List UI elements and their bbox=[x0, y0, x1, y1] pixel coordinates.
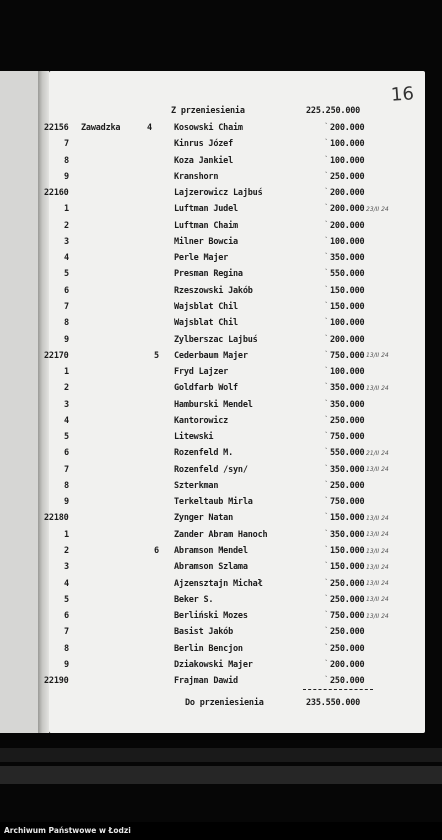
row-amount: 750.000 bbox=[330, 611, 365, 622]
ledger-spine bbox=[0, 71, 39, 733]
row-number: 2 bbox=[64, 546, 69, 557]
row-amount: 200.000 bbox=[330, 204, 365, 215]
row-name: Rozenfeld /syn/ bbox=[174, 464, 248, 475]
row-name: Kranshorn bbox=[174, 171, 219, 182]
tick-mark-icon: ˋ bbox=[324, 300, 329, 310]
row-name: Berliński Mozes bbox=[174, 611, 248, 622]
row-amount: 200.000 bbox=[330, 220, 365, 231]
row-handwritten-note: 13/II 24 bbox=[366, 596, 389, 604]
row-name: Abramson Szlama bbox=[174, 562, 248, 573]
row-name: Litewski bbox=[174, 432, 214, 443]
row-number: 1 bbox=[64, 529, 69, 540]
row-name: Rzeszowski Jakób bbox=[174, 285, 253, 296]
row-number: 8 bbox=[64, 643, 69, 654]
tick-mark-icon: ˋ bbox=[324, 154, 329, 164]
row-number: 9 bbox=[64, 334, 69, 345]
row-number: 4 bbox=[64, 578, 69, 589]
row-handwritten-note: 13/II 24 bbox=[366, 514, 389, 522]
row-number: 4 bbox=[64, 415, 69, 426]
row-name: Berlin Bencjon bbox=[174, 643, 243, 654]
row-name: Ajzensztajn Michał bbox=[174, 578, 263, 589]
row-name: Perle Majer bbox=[174, 253, 229, 264]
tick-mark-icon: ˋ bbox=[324, 545, 329, 555]
row-house-number: 5 bbox=[154, 350, 159, 361]
row-handwritten-note: 13/II 24 bbox=[366, 563, 389, 571]
carried-forward-label: Z przeniesienia bbox=[171, 106, 245, 116]
tick-mark-icon: ˋ bbox=[324, 252, 329, 262]
row-number: 3 bbox=[64, 562, 69, 573]
row-name: Luftman Judel bbox=[174, 204, 238, 215]
row-name: Frajman Dawid bbox=[174, 676, 238, 687]
row-amount: 200.000 bbox=[330, 188, 365, 199]
row-number: 9 bbox=[64, 659, 69, 670]
row-name: Szterkman bbox=[174, 480, 219, 491]
row-amount: 150.000 bbox=[330, 285, 365, 296]
row-amount: 200.000 bbox=[330, 123, 365, 133]
tick-mark-icon: ˋ bbox=[324, 333, 329, 343]
tick-mark-icon: ˋ bbox=[324, 317, 329, 327]
tick-mark-icon: ˋ bbox=[324, 463, 329, 473]
carry-to-amount: 235.550.000 bbox=[306, 698, 361, 708]
row-name: Milner Bowcia bbox=[174, 236, 238, 247]
row-amount: 200.000 bbox=[330, 334, 365, 345]
tick-mark-icon: ˋ bbox=[324, 414, 329, 424]
tick-mark-icon: ˋ bbox=[324, 528, 329, 538]
row-number: 1 bbox=[64, 367, 69, 378]
row-number: 7 bbox=[64, 464, 69, 475]
row-name: Fryd Lajzer bbox=[174, 367, 229, 378]
row-number: 22156 bbox=[44, 123, 69, 133]
row-amount: 250.000 bbox=[330, 627, 365, 638]
row-amount: 100.000 bbox=[330, 236, 365, 247]
row-number: 7 bbox=[64, 627, 69, 638]
row-number: 6 bbox=[64, 448, 69, 459]
tick-mark-icon: ˋ bbox=[324, 512, 329, 522]
row-amount: 250.000 bbox=[330, 171, 365, 182]
tick-mark-icon: ˋ bbox=[324, 203, 329, 213]
row-amount: 250.000 bbox=[330, 480, 365, 491]
row-amount: 350.000 bbox=[330, 464, 365, 475]
row-amount: 750.000 bbox=[330, 497, 365, 508]
row-amount: 150.000 bbox=[330, 546, 365, 557]
carry-to-label: Do przeniesienia bbox=[185, 698, 264, 708]
row-number: 8 bbox=[64, 318, 69, 329]
row-amount: 150.000 bbox=[330, 562, 365, 573]
row-name: Cederbaum Majer bbox=[174, 350, 248, 361]
tick-mark-icon: ˋ bbox=[324, 398, 329, 408]
row-name: Luftman Chaim bbox=[174, 220, 238, 231]
row-name: Beker S. bbox=[174, 594, 214, 605]
row-amount: 350.000 bbox=[330, 253, 365, 264]
row-handwritten-note: 13/II 24 bbox=[366, 580, 389, 588]
row-number: 5 bbox=[64, 594, 69, 605]
tick-mark-icon: ˋ bbox=[324, 593, 329, 603]
row-handwritten-note: 13/II 24 bbox=[366, 612, 389, 620]
row-number: 2 bbox=[64, 383, 69, 394]
row-amount: 750.000 bbox=[330, 432, 365, 443]
tick-mark-icon: ˋ bbox=[324, 626, 329, 636]
row-name: Goldfarb Wolf bbox=[174, 383, 238, 394]
tick-mark-icon: ˋ bbox=[324, 642, 329, 652]
row-name: Koza Jankiel bbox=[174, 155, 234, 166]
row-amount: 100.000 bbox=[330, 367, 365, 378]
row-handwritten-note: 13/II 24 bbox=[366, 384, 389, 392]
row-name: Kosowski Chaim bbox=[174, 123, 243, 133]
row-number: 9 bbox=[64, 497, 69, 508]
row-name: Abramson Mendel bbox=[174, 546, 248, 557]
row-number: 2 bbox=[64, 220, 69, 231]
row-amount: 250.000 bbox=[330, 415, 365, 426]
tick-mark-icon: ˋ bbox=[324, 382, 329, 392]
carried-forward-amount: 225.250.000 bbox=[306, 106, 361, 116]
row-number: 1 bbox=[64, 204, 69, 215]
row-number: 6 bbox=[64, 285, 69, 296]
row-name: Wajsblat Chil bbox=[174, 301, 238, 312]
row-name: Zynger Natan bbox=[174, 513, 234, 524]
tick-mark-icon: ˋ bbox=[324, 610, 329, 620]
row-number: 4 bbox=[64, 253, 69, 264]
row-amount: 350.000 bbox=[330, 383, 365, 394]
row-house-number: 6 bbox=[154, 546, 159, 557]
row-number: 6 bbox=[64, 611, 69, 622]
row-amount: 150.000 bbox=[330, 513, 365, 524]
row-number: 5 bbox=[64, 269, 69, 280]
row-name: Lajzerowicz Lajbuś bbox=[174, 188, 263, 199]
row-amount: 350.000 bbox=[330, 529, 365, 540]
tick-mark-icon: ˋ bbox=[324, 366, 329, 376]
row-name: Zander Abram Hanoch bbox=[174, 529, 268, 540]
row-handwritten-note: 23/II 24 bbox=[366, 205, 389, 213]
ledger-gutter bbox=[38, 71, 49, 733]
row-name: Presman Regina bbox=[174, 269, 243, 280]
row-handwritten-note: 13/II 24 bbox=[366, 352, 389, 360]
row-name: Wajsblat Chil bbox=[174, 318, 238, 329]
tick-mark-icon: ˋ bbox=[324, 219, 329, 229]
row-number: 8 bbox=[64, 480, 69, 491]
tick-mark-icon: ˋ bbox=[324, 675, 329, 685]
row-amount: 250.000 bbox=[330, 676, 365, 687]
row-amount: 100.000 bbox=[330, 318, 365, 329]
tick-mark-icon: ˋ bbox=[324, 479, 329, 489]
row-handwritten-note: 13/II 24 bbox=[366, 531, 389, 539]
tick-mark-icon: ˋ bbox=[324, 349, 329, 359]
row-number: 7 bbox=[64, 139, 69, 150]
row-amount: 350.000 bbox=[330, 399, 365, 410]
row-house-number: 4 bbox=[147, 123, 152, 133]
row-number: 3 bbox=[64, 399, 69, 410]
row-number: 7 bbox=[64, 301, 69, 312]
tick-mark-icon: ˋ bbox=[324, 122, 329, 131]
row-amount: 100.000 bbox=[330, 155, 365, 166]
total-rule bbox=[303, 689, 373, 690]
tick-mark-icon: ˋ bbox=[324, 561, 329, 571]
row-handwritten-note: 21/II 24 bbox=[366, 449, 389, 457]
row-street: Zawadzka bbox=[81, 123, 121, 133]
tick-mark-icon: ˋ bbox=[324, 658, 329, 668]
row-amount: 100.000 bbox=[330, 139, 365, 150]
row-name: Kinrus Józef bbox=[174, 139, 234, 150]
row-number: 22160 bbox=[44, 188, 69, 199]
tick-mark-icon: ˋ bbox=[324, 138, 329, 148]
row-amount: 250.000 bbox=[330, 594, 365, 605]
tick-mark-icon: ˋ bbox=[324, 447, 329, 457]
tick-mark-icon: ˋ bbox=[324, 235, 329, 245]
row-name: Zylberszac Lajbuś bbox=[174, 334, 258, 345]
folio-number: 16 bbox=[390, 83, 415, 106]
row-amount: 200.000 bbox=[330, 659, 365, 670]
scanner-band bbox=[0, 748, 442, 762]
scanner-band bbox=[0, 766, 442, 784]
row-number: 5 bbox=[64, 432, 69, 443]
row-number: 9 bbox=[64, 171, 69, 182]
row-number: 22180 bbox=[44, 513, 69, 524]
row-name: Terkeltaub Mirla bbox=[174, 497, 253, 508]
row-number: 22190 bbox=[44, 676, 69, 687]
row-amount: 150.000 bbox=[330, 301, 365, 312]
row-name: Hamburski Mendel bbox=[174, 399, 253, 410]
tick-mark-icon: ˋ bbox=[324, 577, 329, 587]
tick-mark-icon: ˋ bbox=[324, 431, 329, 441]
row-name: Basist Jakób bbox=[174, 627, 234, 638]
row-amount: 550.000 bbox=[330, 448, 365, 459]
tick-mark-icon: ˋ bbox=[324, 268, 329, 278]
row-amount: 550.000 bbox=[330, 269, 365, 280]
row-handwritten-note: 13/II 24 bbox=[366, 466, 389, 474]
tick-mark-icon: ˋ bbox=[324, 187, 329, 197]
row-amount: 250.000 bbox=[330, 578, 365, 589]
row-name: Dziakowski Majer bbox=[174, 659, 253, 670]
archive-watermark: Archiwum Państwowe w Łodzi bbox=[4, 826, 131, 835]
row-amount: 750.000 bbox=[330, 350, 365, 361]
row-handwritten-note: 13/II 24 bbox=[366, 547, 389, 555]
row-amount: 250.000 bbox=[330, 643, 365, 654]
tick-mark-icon: ˋ bbox=[324, 170, 329, 180]
row-number: 22170 bbox=[44, 350, 69, 361]
row-number: 8 bbox=[64, 155, 69, 166]
row-name: Rozenfeld M. bbox=[174, 448, 234, 459]
tick-mark-icon: ˋ bbox=[324, 284, 329, 294]
tick-mark-icon: ˋ bbox=[324, 496, 329, 506]
row-number: 3 bbox=[64, 236, 69, 247]
row-name: Kantorowicz bbox=[174, 415, 229, 426]
